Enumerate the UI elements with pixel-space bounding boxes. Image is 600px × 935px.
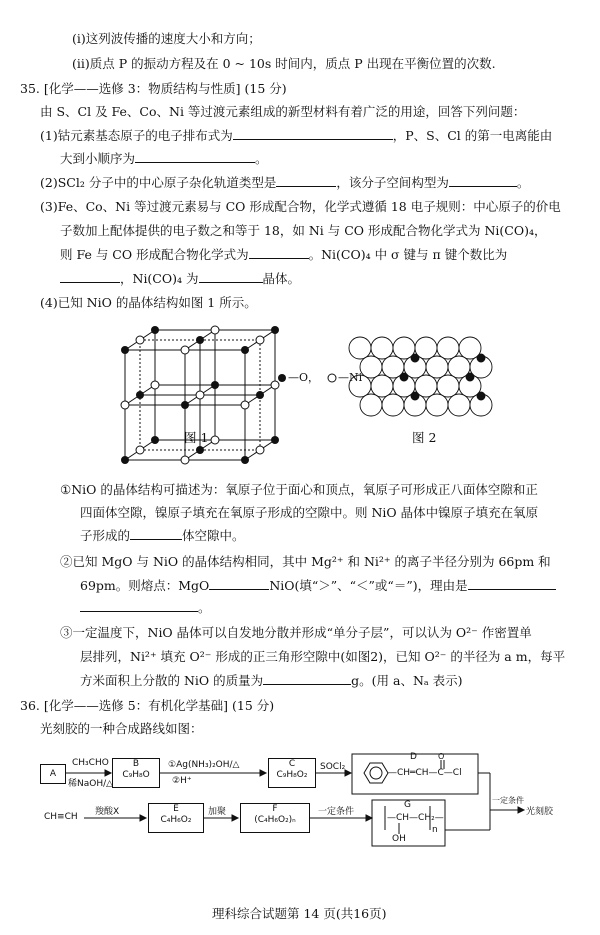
cond-a2: 稀NaOH/△ [68, 779, 114, 789]
cond-a1: CH₃CHO [72, 758, 109, 768]
answer-blank[interactable] [130, 527, 182, 540]
compound-d-label: D [410, 752, 417, 762]
compound-b: B C₉H₈O [112, 758, 160, 788]
o-ion-circle [360, 356, 382, 378]
q35-4-2-line3: 。 [80, 599, 211, 617]
q35-4-1-line3: 子形成的 体空隙中。 [80, 528, 245, 543]
cond-d: 一定条件 [492, 796, 524, 805]
cond-b1: ①Ag(NH₃)₂OH/△ [168, 760, 240, 770]
ni-ion-dot [466, 373, 474, 381]
q35-4-2-line2: 69pm。则熔点：MgO NiO(填“＞”、“＜”或“＝”)，理由是 [80, 577, 556, 595]
start-material: CH≡CH [44, 812, 78, 822]
answer-blank[interactable] [209, 577, 269, 590]
cond-f: 一定条件 [318, 807, 355, 817]
q36-heading: 36. [化学——选修 5：有机化学基础] (15 分) [20, 698, 275, 713]
cond-x: 羧酸X [95, 807, 120, 817]
q35-4-3-line1: ③一定温度下，NiO 晶体可以自发地分散并形成“单分子层”，可以认为 O²⁻ 作密置单 [60, 625, 532, 640]
fig2-layer [349, 337, 492, 416]
q35-1-line2: 大到小顺序为 。 [60, 151, 268, 166]
o-ion-circle [426, 394, 448, 416]
compound-e: E C₄H₆O₂ [148, 803, 204, 833]
fig2-caption: 图 2 [412, 430, 437, 445]
legend-o-icon [278, 374, 286, 382]
q35-heading: 35. [化学——选修 3：物质结构与性质] (15 分) [20, 81, 287, 96]
o-ion-circle [371, 337, 393, 359]
ni-ion-dot [400, 373, 408, 381]
q35-3-line3: 则 Fe 与 CO 形成配合物化学式为 。Ni(CO)₄ 中 σ 键与 π 键个数比为 [60, 247, 508, 262]
g-repeat-n: n [432, 825, 438, 835]
q35-4-3-line2: 层排列，Ni²⁺ 填充 O²⁻ 形成的正三角形空隙中(如图2)，已知 O²⁻ 的半径为 a m，每平 [80, 649, 566, 664]
benzene-ring-icon [364, 763, 388, 783]
cond-b2: ②H⁺ [172, 776, 192, 786]
o-ion-circle [360, 394, 382, 416]
answer-blank[interactable] [80, 599, 198, 612]
ni-ion-dot [477, 392, 485, 400]
ni-ion-dot [411, 392, 419, 400]
page-footer: 理科综合试题第 14 页(共16页) [212, 906, 387, 921]
sub-question-ii: (ⅱ)质点 P 的振动方程及在 0 ~ 10s 时间内，质点 P 出现在平衡位置的次数. [72, 56, 496, 71]
o-ion-circle [426, 356, 448, 378]
compound-g-structure: —CH—CH₂— [387, 813, 444, 823]
compound-c: C C₉H₈O₂ [268, 758, 316, 788]
o-ion-circle [349, 337, 371, 359]
o-ion-circle [437, 337, 459, 359]
compound-f: F (C₄H₆O₂)ₙ [240, 803, 310, 833]
ni-ion-dot [477, 354, 485, 362]
q35-3-line2: 子数加上配体提供的电子数之和等于 18，如 Ni 与 CO 形成配合物化学式为 Ni(CO)₄， [60, 223, 547, 238]
cond-c: SOCl₂ [320, 762, 346, 772]
compound-d-structure: —CH═CH—C—Cl [388, 768, 462, 778]
cond-e: 加聚 [208, 807, 227, 817]
fig1-caption: 图 1 [184, 430, 209, 445]
legend-o-label: —O， [288, 371, 320, 384]
q35-4-1-line1: ①NiO 的晶体结构可描述为：氧原子位于面心和顶点，氧原子可形成正八面体空隙和正 [60, 482, 538, 497]
compound-a: A [40, 764, 66, 784]
answer-blank[interactable] [263, 672, 351, 685]
ni-ion-dot [411, 354, 419, 362]
o-ion-circle [448, 394, 470, 416]
legend-ni-label: —Ni [338, 371, 363, 384]
q36-intro: 光刻胶的一种合成路线如图： [40, 721, 203, 736]
q35-4-3-line3: 方米面积上分散的 NiO 的质量为 g。(用 a、Nₐ 表示) [80, 673, 463, 688]
q35-intro: 由 S、Cl 及 Fe、Co、Ni 等过渡元素组成的新型材料有着广泛的用途，回答下列问题： [40, 104, 526, 119]
sub-question-i: (ⅰ)这列波传播的速度大小和方向； [72, 31, 261, 46]
q35-2: (2)SCl₂ 分子中的中心原子杂化轨道类型是 ，该分子空间构型为 。 [40, 175, 530, 190]
q35-4-2-line1: ②已知 MgO 与 NiO 的晶体结构相同，其中 Mg²⁺ 和 Ni²⁺ 的离子半径分别为 66pm 和 [60, 554, 551, 569]
q35-3-line1: (3)Fe、Co、Ni 等过渡元素易与 CO 形成配合物，化学式遵循 18 电子规则：中心原子的价电 [40, 199, 561, 214]
d-carbonyl-o: O [438, 752, 445, 761]
q35-3-line4: ，Ni(CO)₄ 为 晶体。 [60, 270, 300, 288]
o-ion-circle [371, 375, 393, 397]
q35-1-line1: (1)钴元素基态原子的电子排布式为 ，P、S、Cl 的第一电离能由 [40, 128, 553, 143]
legend-ni-icon [328, 374, 336, 382]
answer-blank[interactable] [468, 577, 556, 590]
product-label: 光刻胶 [526, 807, 554, 817]
g-hydroxyl: OH [392, 834, 406, 844]
q35-4-1-line2: 四面体空隙，镍原子填充在氧原子形成的空隙中。则 NiO 晶体中镍原子填充在氧原 [80, 505, 539, 520]
o-ion-circle [382, 394, 404, 416]
q35-4: (4)已知 NiO 的晶体结构如图 1 所示。 [40, 295, 257, 310]
compound-g-label: G [404, 800, 411, 810]
o-ion-circle [437, 375, 459, 397]
